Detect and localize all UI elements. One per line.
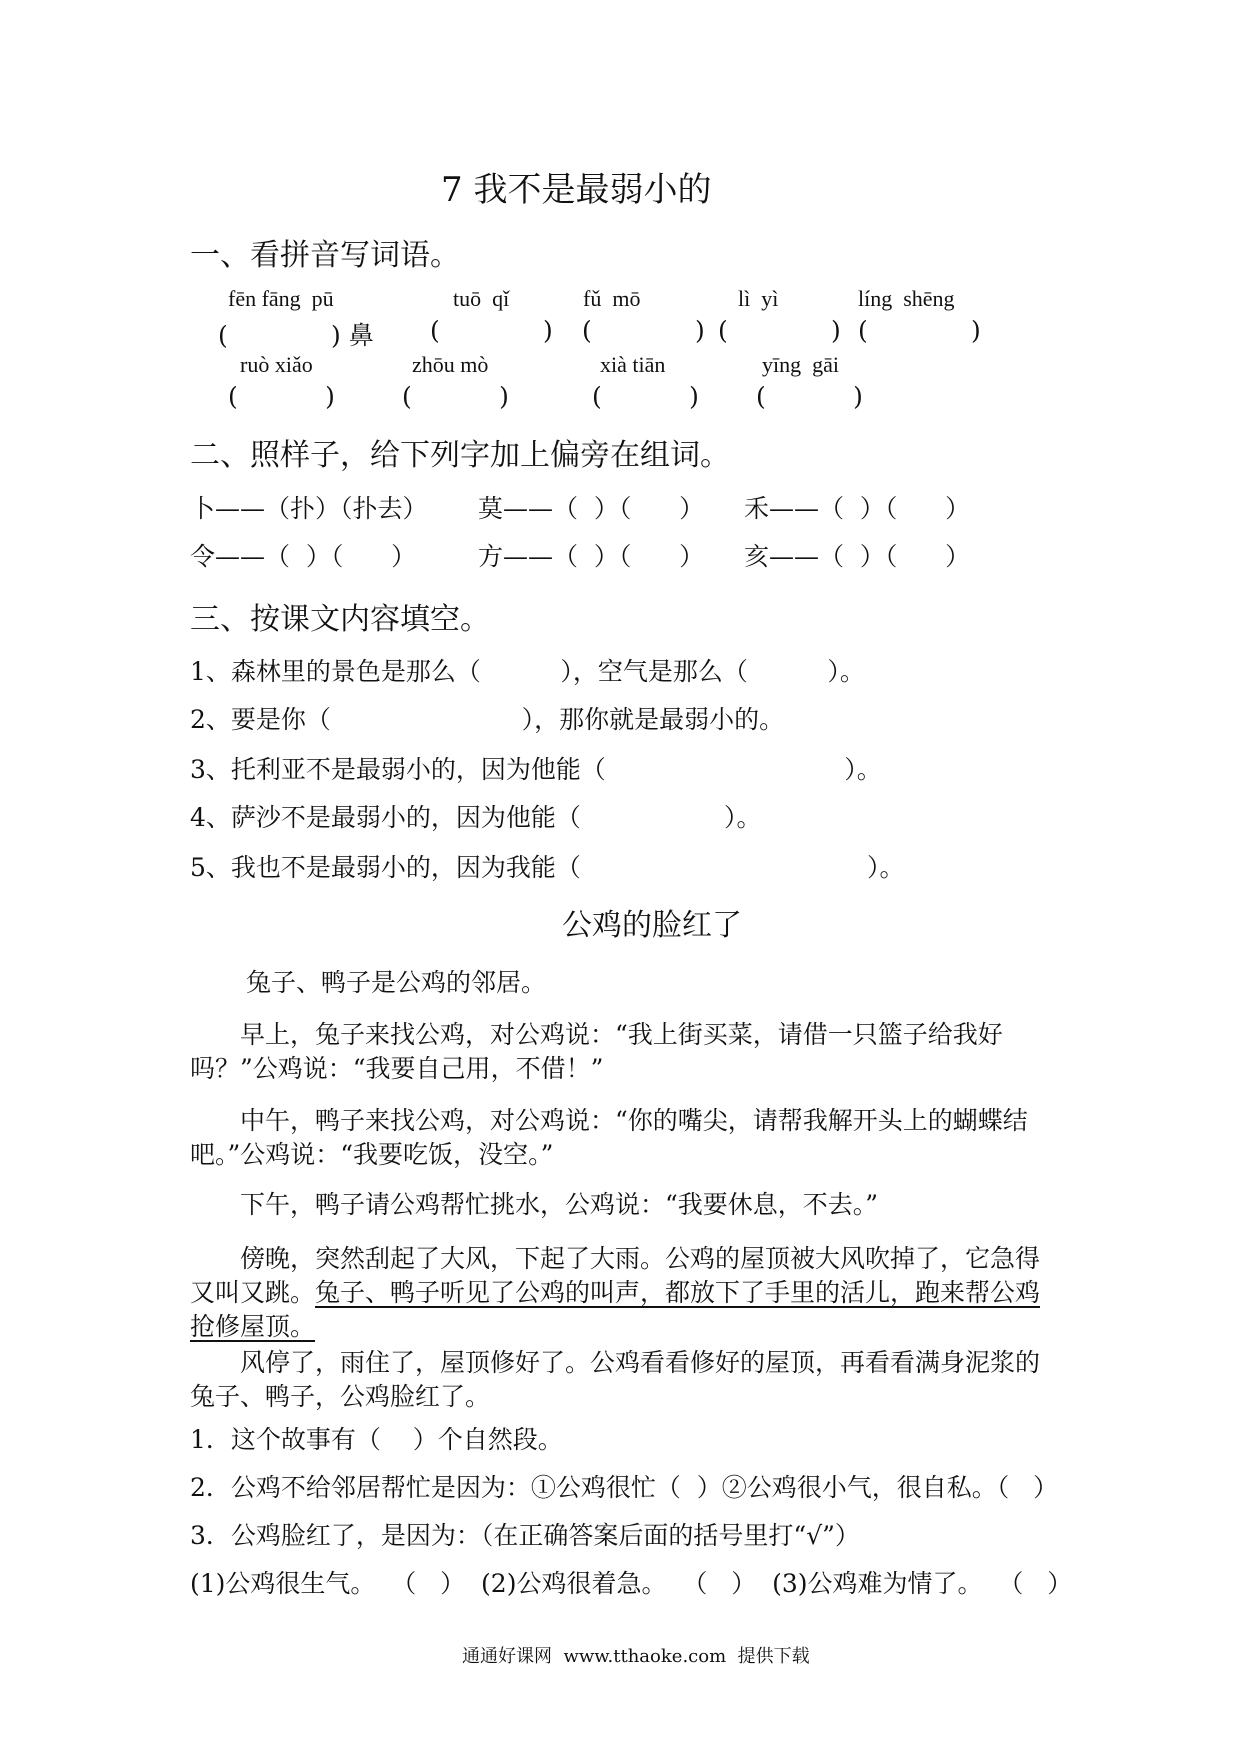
page-title: 7 我不是最弱小的 (441, 170, 712, 210)
story-paragraph-4 (190, 1188, 1060, 1222)
underlined-sentence: 兔子、鸭子听见了公鸡的叫声，都放下了手里的活儿，跑来帮公鸡抢修屋顶。 (190, 1278, 1041, 1341)
answer-box[interactable]: ( ) (402, 382, 509, 411)
pinyin-8: xià tiān (600, 352, 666, 377)
section3-heading: 三、按课文内容填空。 (190, 602, 490, 637)
radical-item: 卜——（扑）（扑去） (190, 494, 428, 523)
fill-item: 5、我也不是最弱小的，因为我能（ ）。 (190, 853, 905, 882)
pinyin-9: yīng gāi (762, 352, 839, 377)
story-paragraph-5 (190, 1242, 1060, 1344)
story-paragraph-1 (190, 966, 1060, 1000)
answer-box[interactable]: ( ) (858, 316, 981, 345)
fill-item: 4、萨沙不是最弱小的，因为他能（ ）。 (190, 803, 762, 832)
radical-item: 莫——（ ）（ ） (478, 494, 705, 523)
answer-box[interactable]: ( ) (718, 316, 841, 345)
footer-text: 通通好课网 www.tthaoke.com 提供下载 (462, 1646, 810, 1667)
pinyin-2: tuō qǐ (453, 286, 510, 311)
answer-box[interactable]: ( ) (592, 382, 699, 411)
paragraph-text: 早上，兔子来找公鸡，对公鸡说：“我上街买菜，请借一只篮子给我好吗？”公鸡说：“我要自己用，不借！” (190, 1020, 1003, 1083)
pinyin-7: zhōu mò (412, 352, 489, 377)
story-title: 公鸡的脸红了 (562, 908, 742, 943)
pinyin-5: líng shēng (858, 286, 955, 311)
answer-box[interactable]: ( ) (430, 316, 553, 345)
question-3: 3．公鸡脸红了，是因为：（在正确答案后面的括号里打“√”） (190, 1521, 860, 1550)
story-paragraph-6 (190, 1346, 1060, 1414)
fill-item: 3、托利亚不是最弱小的，因为他能（ ）。 (190, 755, 882, 784)
radical-item: 令——（ ）（ ） (190, 542, 417, 571)
paragraph-text: 中午，鸭子来找公鸡，对公鸡说：“你的嘴尖，请帮我解开头上的蝴蝶结吧。”公鸡说：“我要吃饭，没空。” (190, 1106, 1028, 1169)
answer-box[interactable]: ( ) (756, 382, 863, 411)
answer-box[interactable]: ( ) 鼻 (218, 321, 374, 350)
answer-box[interactable]: ( ) (228, 382, 335, 411)
paragraph-text: 傍晚，突然刮起了大风，下起了大雨。公鸡的屋顶被大风吹掉了，它急得又叫又跳。 (190, 1244, 1041, 1307)
paragraph-text: 兔子、鸭子是公鸡的邻居。 (246, 968, 547, 997)
question-2: 2．公鸡不给邻居帮忙是因为：①公鸡很忙（ ）②公鸡很小气，很自私。（ ） (190, 1473, 1059, 1502)
radical-item: 亥——（ ）（ ） (744, 542, 971, 571)
paragraph-text: 风停了，雨住了，屋顶修好了。公鸡看看修好的屋顶，再看看满身泥浆的兔子、鸭子，公鸡脸红了。 (190, 1348, 1041, 1411)
fill-item: 1、森林里的景色是那么（ ），空气是那么（ ）。 (190, 657, 865, 686)
pinyin-4: lì yì (738, 286, 779, 311)
paragraph-text: 下午，鸭子请公鸡帮忙挑水，公鸡说：“我要休息，不去。” (240, 1190, 879, 1219)
radical-item: 方——（ ）（ ） (478, 542, 705, 571)
question-3-options: (1)公鸡很生气。 （ ） (2)公鸡很着急。 （ ） (3)公鸡难为情了。 （ ） (190, 1569, 1073, 1598)
fill-item: 2、要是你（ ），那你就是最弱小的。 (190, 705, 785, 734)
pinyin-6: ruò xiǎo (240, 352, 313, 377)
story-paragraph-3 (190, 1104, 1060, 1172)
pinyin-3: fǔ mō (583, 286, 641, 311)
pinyin-1: fēn fāng pū (228, 286, 334, 311)
radical-item: 禾——（ ）（ ） (744, 494, 971, 523)
story-paragraph-2 (190, 1018, 1060, 1086)
section2-heading: 二、照样子，给下列字加上偏旁在组词。 (190, 438, 730, 473)
section1-heading: 一、看拼音写词语。 (190, 238, 460, 273)
answer-box[interactable]: ( ) (582, 316, 705, 345)
question-1: 1．这个故事有（ ）个自然段。 (190, 1425, 563, 1454)
